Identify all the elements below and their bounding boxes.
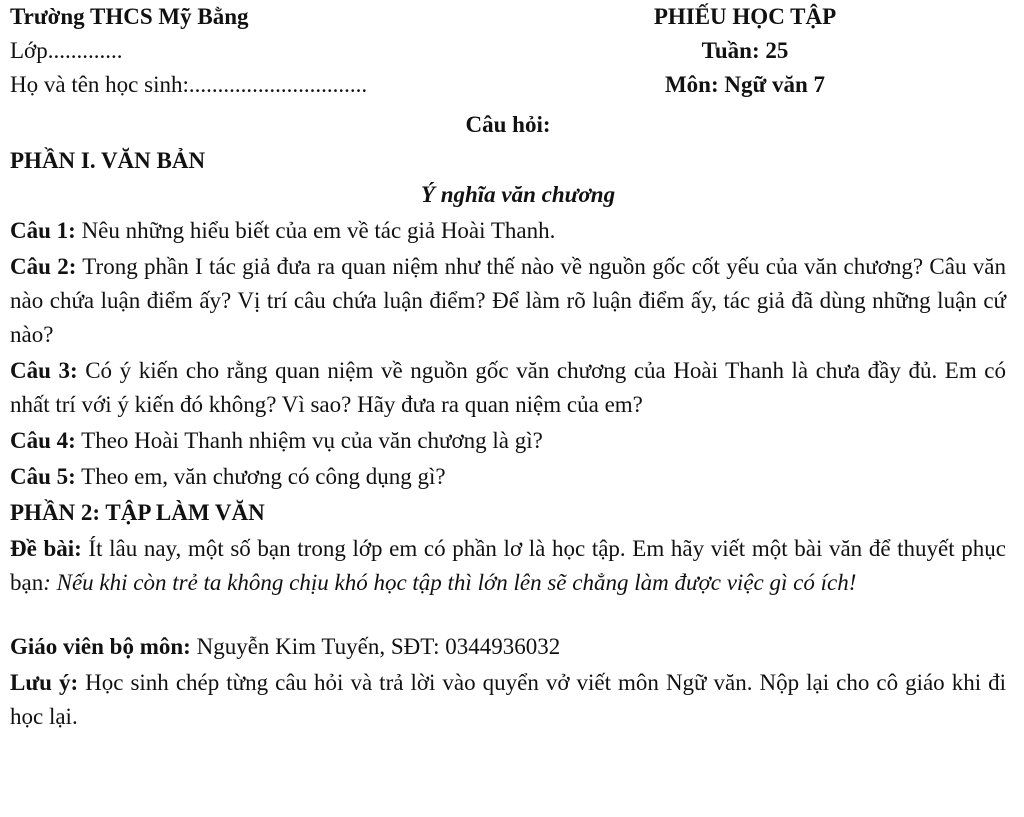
teacher-label: Giáo viên bộ môn: [10, 634, 191, 659]
essay-quote: : Nếu khi còn trẻ ta không chịu khó học tập thì lớn lên sẽ chẳng làm được việc gì có ích! [43, 570, 857, 595]
note-text: Học sinh chép từng câu hỏi và trả lời vào quyển vở viết môn Ngữ văn. Nộp lại cho cô giáo khi đi học lại. [10, 670, 1006, 729]
question-text: Trong phần I tác giả đưa ra quan niệm như thế nào về nguồn gốc cốt yếu của văn chương? Câu văn nào chứa luận điểm ấy? Vị trí câu chứa luận điểm? Để làm rõ luận điểm ấy, tác giả đã dùng những luận cứ nào? [10, 254, 1006, 347]
note-line [10, 666, 1006, 734]
question-5 [10, 460, 1006, 494]
teacher-line [10, 630, 1006, 664]
question-label: Câu 4: [10, 428, 76, 453]
question-2 [10, 250, 1006, 352]
question-text: Theo Hoài Thanh nhiệm vụ của văn chương là gì? [75, 428, 543, 453]
questions-heading: Câu hỏi: [465, 112, 551, 137]
worksheet-page [10, 0, 1006, 734]
question-text: Theo em, văn chương có công dụng gì? [75, 464, 446, 489]
part2-heading: PHẦN 2: TẬP LÀM VĂN [10, 500, 265, 525]
header-row-1 [10, 0, 1006, 34]
note-label: Lưu ý: [10, 670, 79, 695]
student-name-line: Họ và tên học sinh:............................... [10, 72, 368, 97]
school-name: Trường THCS Mỹ Bằng [10, 4, 249, 29]
question-label: Câu 5: [10, 464, 76, 489]
header-row-2 [10, 34, 1006, 68]
question-text: Có ý kiến cho rằng quan niệm về nguồn gốc văn chương của Hoài Thanh là chưa đầy đủ. Em có nhất trí với ý kiến đó không? Vì sao? Hãy đưa ra quan niệm của em? [10, 358, 1006, 417]
question-text: Nêu những hiểu biết của em về tác giả Hoài Thanh. [75, 218, 556, 243]
week-label: Tuần: 25 [701, 38, 789, 63]
document-title: PHIẾU HỌC TẬP [653, 4, 837, 29]
subject-label: Môn: Ngữ văn 7 [664, 72, 826, 97]
part1-heading: PHẦN I. VĂN BẢN [10, 148, 206, 173]
essay-label: Đề bài: [10, 536, 82, 561]
question-label: Câu 3: [10, 358, 78, 383]
header-row-3 [10, 68, 1006, 102]
question-3 [10, 354, 1006, 422]
question-label: Câu 2: [10, 254, 77, 279]
essay-text: Ít lâu nay, một số bạn trong lớp em có phần lơ là học tập. Em hãy viết một bài văn để thuyết phục bạn [10, 536, 1006, 595]
question-1 [10, 214, 1006, 248]
class-line: Lớp............. [10, 38, 123, 63]
question-label: Câu 1: [10, 218, 76, 243]
work-title: Ý nghĩa văn chương [420, 182, 616, 207]
teacher-info: Nguyễn Kim Tuyến, SĐT: 0344936032 [190, 634, 561, 659]
essay-prompt [10, 532, 1006, 600]
question-4 [10, 424, 1006, 458]
spacer [10, 600, 1006, 628]
